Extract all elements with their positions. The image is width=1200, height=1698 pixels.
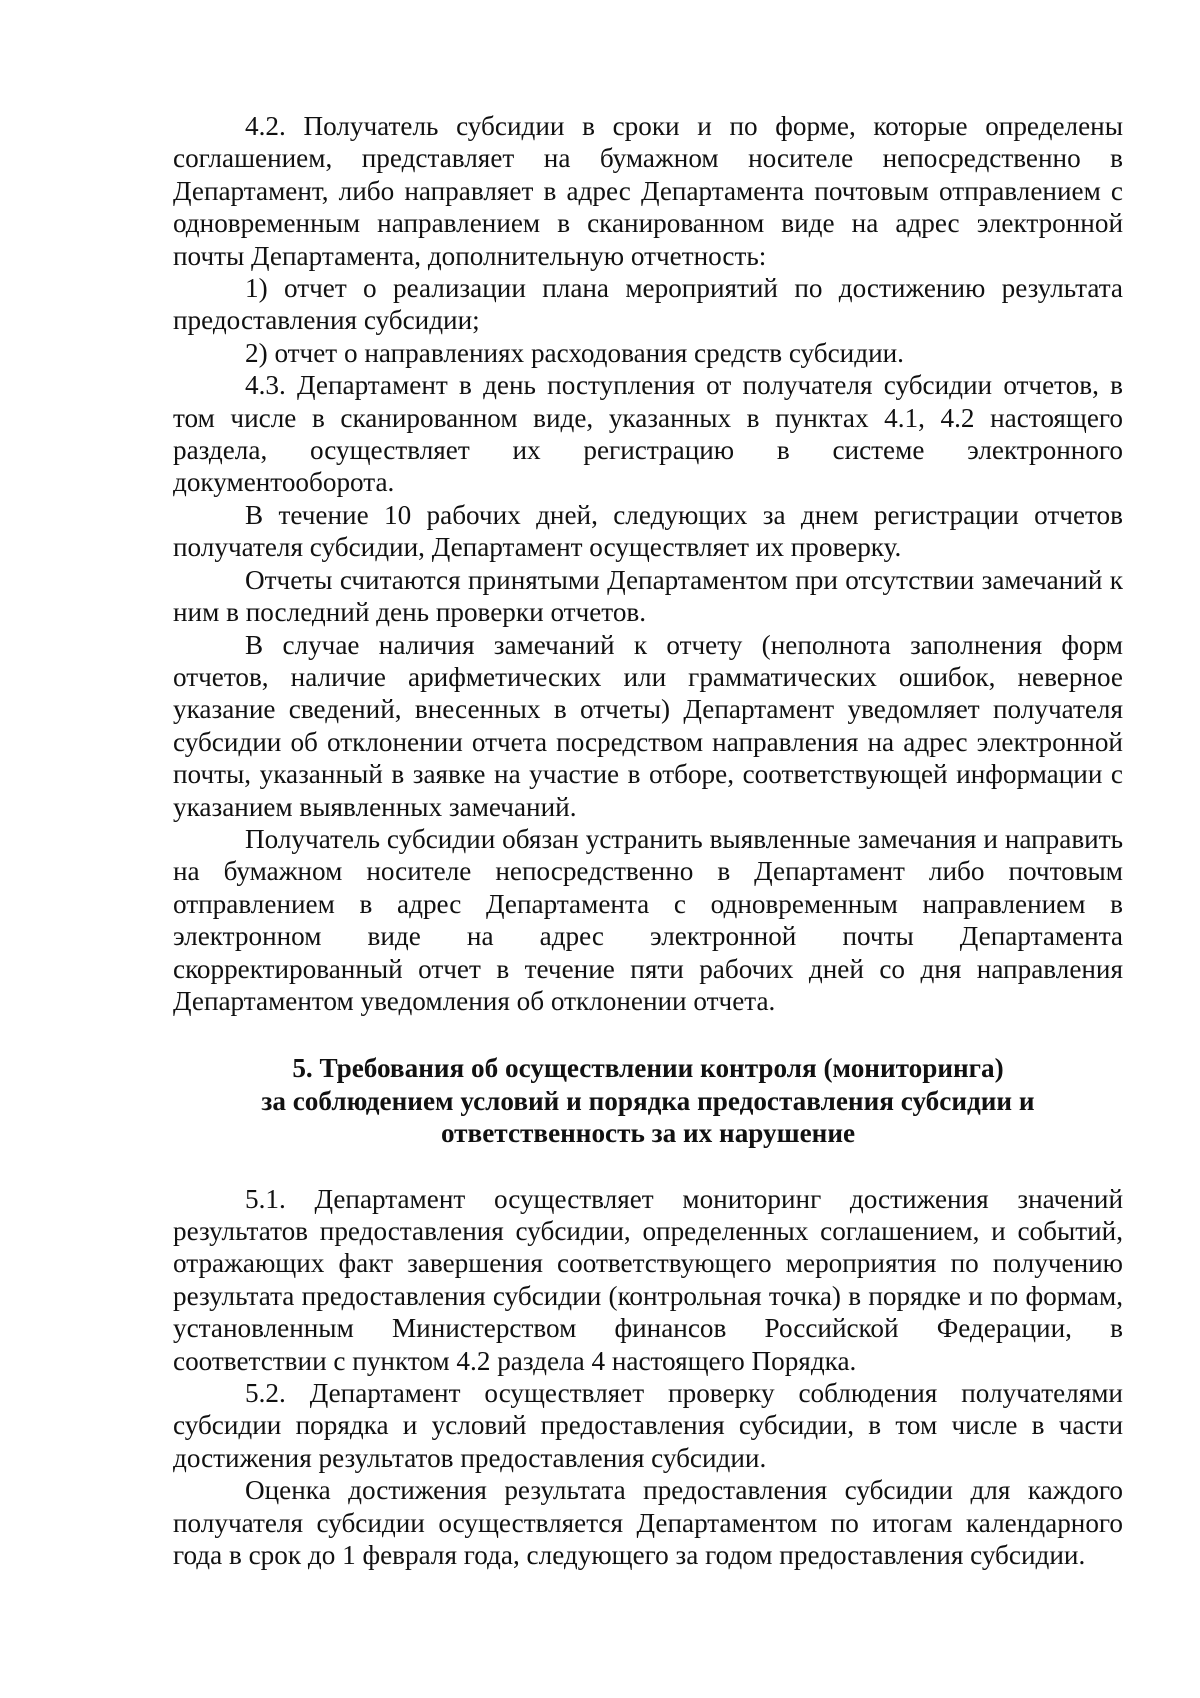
paragraph-4-2: 4.2. Получатель субсидии в сроки и по форме, которые определены соглашением, представляет на бумажном носителе непосредственно в Департамент, либо направляет в адрес Департамента почтовым отправлением с одновременным направлением в сканированном виде на адрес электронной почты Департамента, дополнительную отчетность: — [173, 111, 1123, 271]
list-item-report-expenses: 2) отчет о направлениях расходования средств субсидии. — [245, 337, 904, 368]
section-5-heading-line-3: ответственность за их нарушение — [440, 1118, 856, 1149]
paragraph-corrections: Получатель субсидии обязан устранить выявленные замечания и направить на бумажном носителе непосредственно в Департамент либо почтовым отправлением в адрес Департамента с одновременным направлением в электронном виде на адрес электронной почты Департамента скорректированный отчет в течение пяти рабочих дней со дня направления Департаментом уведомления об отклонении отчета. — [173, 823, 1123, 1016]
paragraph-5-1: 5.1. Департамент осуществляет мониторинг достижения значений результатов предоставления субсидии, определенных соглашением, и событий, отражающих факт завершения соответствующего мероприятия по получению результата предоставления субсидии (контрольная точка) в порядке и по формам, установленным Министерством финансов Российской Федерации, в соответствии с пунктом 4.2 раздела 4 настоящего Порядка. — [173, 1183, 1123, 1376]
section-5-heading-line-2: за соблюдением условий и порядка предоставления субсидии и — [261, 1085, 1035, 1116]
section-5-heading — [173, 1052, 1123, 1149]
paragraph-5-2: 5.2. Департамент осуществляет проверку соблюдения получателями субсидии порядка и условий предоставления субсидии, в том числе в части достижения результатов предоставления субсидии. — [173, 1378, 1123, 1473]
paragraph-check-period: В течение 10 рабочих дней, следующих за днем регистрации отчетов получателя субсидии, Департамент осуществляет их проверку. — [173, 499, 1123, 563]
section-5-heading-line-1: 5. Требования об осуществлении контроля (мониторинга) — [292, 1053, 1004, 1084]
paragraph-reports-accepted: Отчеты считаются принятыми Департаментом при отсутствии замечаний к ним в последний день проверки отчетов. — [173, 564, 1123, 628]
paragraph-remarks: В случае наличия замечаний к отчету (неполнота заполнения форм отчетов, наличие арифметических или грамматических ошибок, неверное указание сведений, внесенных в отчеты) Департамент уведомляет получателя субсидии об отклонении отчета посредством направления на адрес электронной почты, указанный в заявке на участие в отборе, соответствующей информации с указанием выявленных замечаний. — [173, 629, 1123, 822]
document-page — [173, 110, 1123, 1571]
paragraph-assessment: Оценка достижения результата предоставления субсидии для каждого получателя субсидии осуществляется Департаментом по итогам календарного года в срок до 1 февраля года, следующего за годом предоставления субсидии. — [173, 1475, 1123, 1571]
list-item-report-plan: 1) отчет о реализации плана мероприятий по достижению результата предоставления субсидии; — [173, 273, 1123, 336]
heading-spacer — [173, 1150, 1123, 1183]
paragraph-4-3: 4.3. Департамент в день поступления от получателя субсидии отчетов, в том числе в сканированном виде, указанных в пунктах 4.1, 4.2 настоящего раздела, осуществляет их регистрацию в системе электронного документооборота. — [173, 370, 1123, 498]
